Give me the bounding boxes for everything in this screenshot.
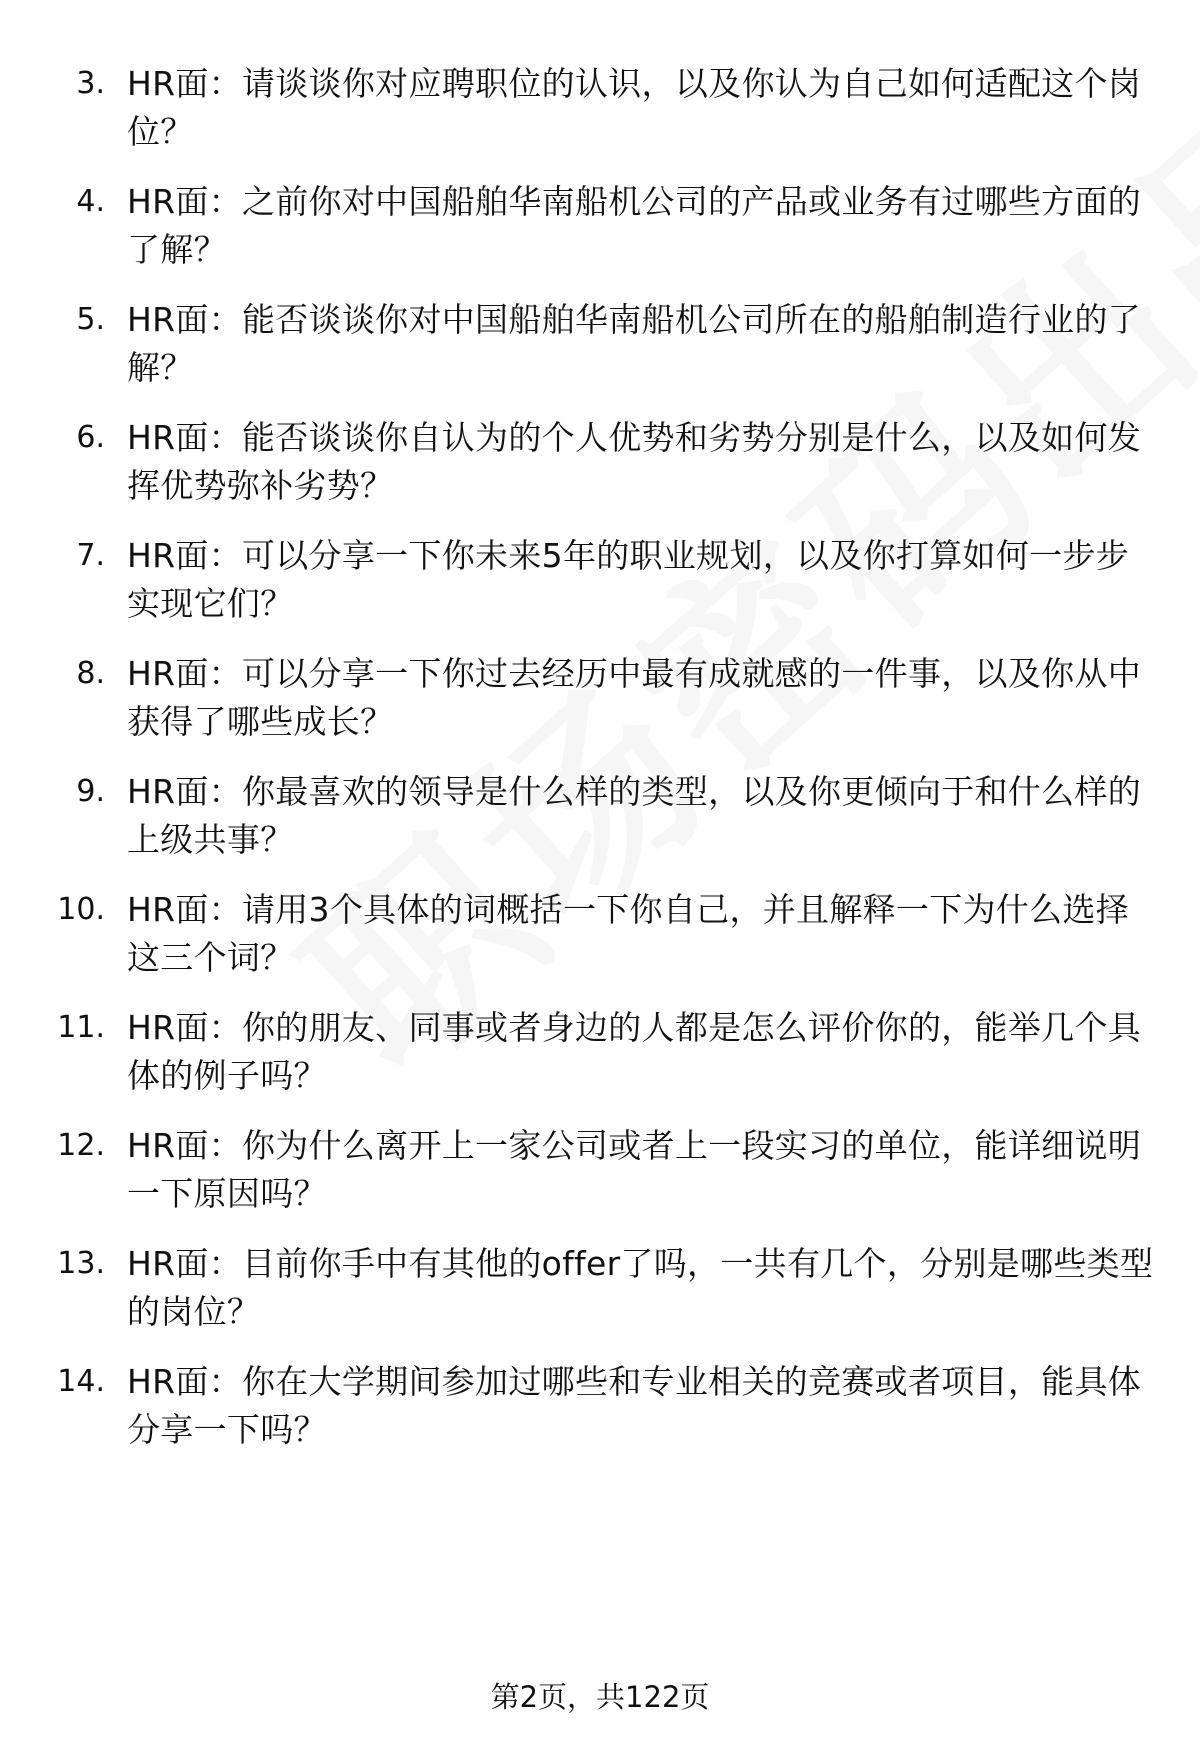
question-text: HR面：你的朋友、同事或者身边的人都是怎么评价你的，能举几个具体的例子吗？: [127, 1008, 1142, 1095]
list-item: [0, 886, 1200, 986]
list-item: [0, 1122, 1200, 1222]
list-item: [0, 650, 1200, 750]
question-number: 6.: [76, 420, 105, 455]
question-text: HR面：之前你对中国船舶华南船机公司的产品或业务有过哪些方面的了解？: [127, 182, 1142, 269]
question-number: 8.: [76, 656, 105, 691]
question-text: HR面：目前你手中有其他的offer了吗，一共有几个，分别是哪些类型的岗位？: [127, 1244, 1154, 1331]
question-number: 4.: [76, 184, 105, 219]
list-item: [0, 532, 1200, 632]
question-text: HR面：请谈谈你对应聘职位的认识，以及你认为自己如何适配这个岗位？: [127, 64, 1142, 151]
list-item: [0, 60, 1200, 160]
question-text: HR面：你最喜欢的领导是什么样的类型，以及你更倾向于和什么样的上级共事？: [127, 772, 1142, 859]
question-text: HR面：可以分享一下你过去经历中最有成就感的一件事，以及你从中获得了哪些成长？: [127, 654, 1142, 741]
question-text: HR面：你为什么离开上一家公司或者上一段实习的单位，能详细说明一下原因吗？: [127, 1126, 1142, 1213]
question-number: 7.: [76, 538, 105, 573]
question-number: 9.: [76, 774, 105, 809]
question-number: 12.: [57, 1128, 105, 1163]
list-item: [0, 414, 1200, 514]
question-number: 13.: [57, 1246, 105, 1281]
question-number: 5.: [76, 302, 105, 337]
question-text: HR面：可以分享一下你未来5年的职业规划，以及你打算如何一步步实现它们？: [127, 536, 1130, 623]
question-text: HR面：能否谈谈你自认为的个人优势和劣势分别是什么，以及如何发挥优势弥补劣势？: [127, 418, 1142, 505]
question-number: 11.: [57, 1010, 105, 1045]
question-number: 3.: [76, 66, 105, 101]
question-text: HR面：能否谈谈你对中国船舶华南船机公司所在的船舶制造行业的了解？: [127, 300, 1142, 387]
page-footer: 第2页，共122页: [490, 1680, 710, 1714]
question-text: HR面：你在大学期间参加过哪些和专业相关的竞赛或者项目，能具体分享一下吗？: [127, 1362, 1142, 1449]
list-item: [0, 1358, 1200, 1458]
list-item: [0, 768, 1200, 868]
question-text: HR面：请用3个具体的词概括一下你自己，并且解释一下为什么选择这三个词？: [127, 890, 1130, 977]
list-item: [0, 1240, 1200, 1340]
list-item: [0, 178, 1200, 278]
question-number: 10.: [57, 892, 105, 927]
list-item: [0, 1004, 1200, 1104]
list-item: [0, 296, 1200, 396]
question-number: 14.: [57, 1364, 105, 1399]
